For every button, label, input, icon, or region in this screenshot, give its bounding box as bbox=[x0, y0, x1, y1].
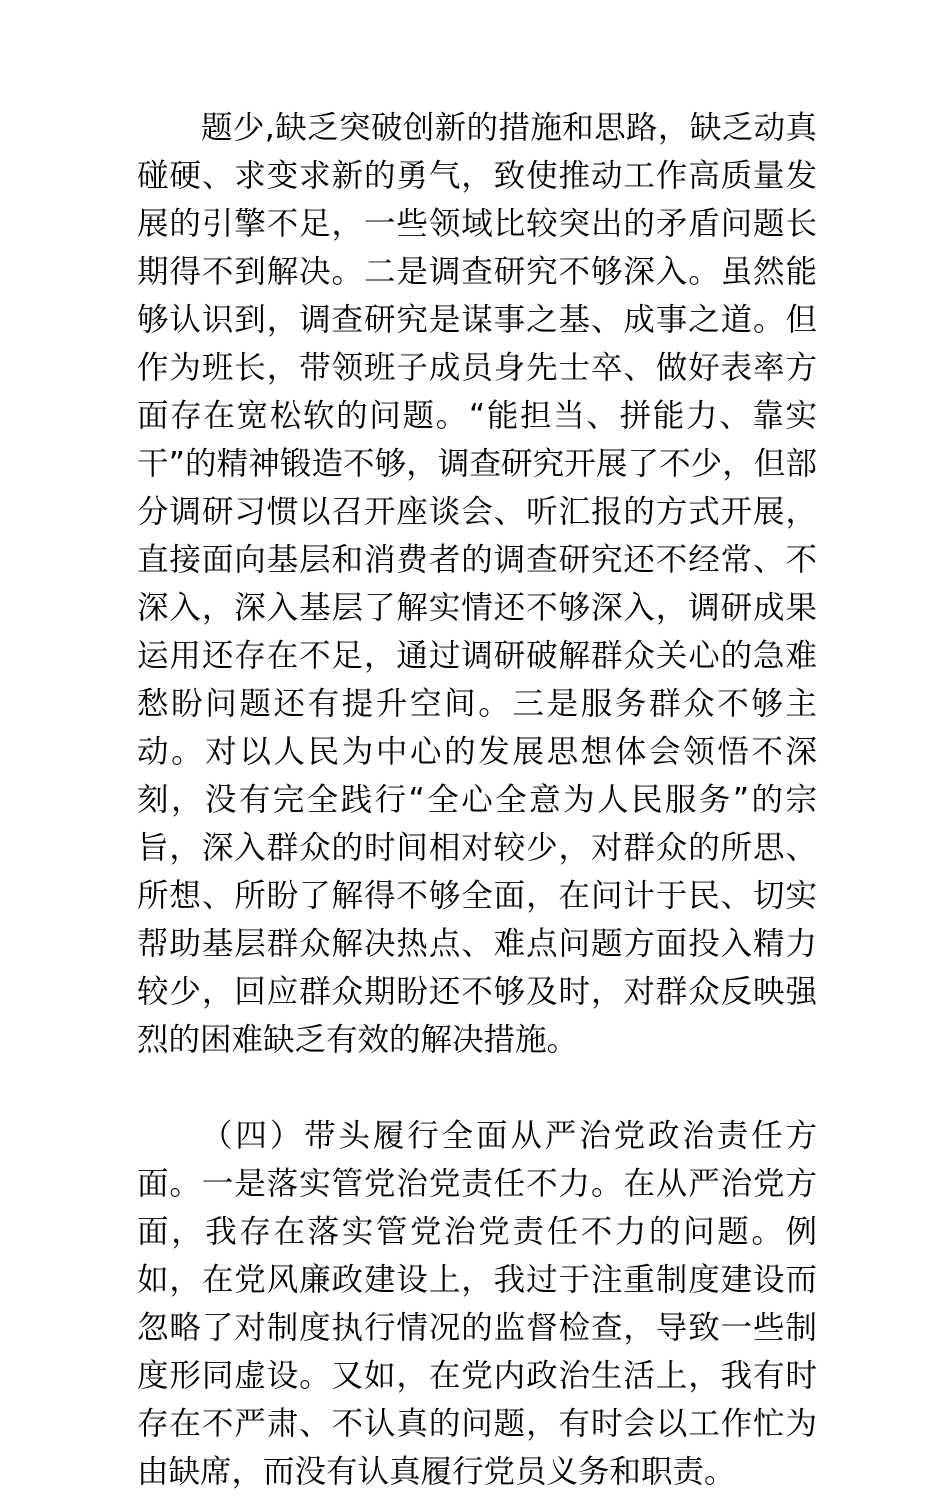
paragraph-2: （四）带头履行全面从严治党政治责任方面。一是落实管党治党责任不力。在从严治党方面，我存在落实管党治党责任不力的问题。例如，在党风廉政建设上，我过于注重制度建设而忽略了对制度执行情况的监督检查，导致一些制度形同虚设。又如，在党内政治生活上，我有时存在不严肃、不认真的问题，有时会以工作忙为由缺席，而没有认真履行党员义务和职责。 bbox=[137, 1118, 817, 1490]
document-text-body bbox=[137, 104, 817, 1496]
paragraph-spacer bbox=[137, 1064, 817, 1112]
paragraph-1: 题少,缺乏突破创新的措施和思路，缺乏动真碰硬、求变求新的勇气，致使推动工作高质量发展的引擎不足，一些领域比较突出的矛盾问题长期得不到解决。二是调查研究不够深入。虽然能够认识到，调查研究是谋事之基、成事之道。但作为班长，带领班子成员身先士卒、做好表率方面存在宽松软的问题。“能担当、拼能力、靠实干”的精神锻造不够，调查研究开展了不少，但部分调研习惯以召开座谈会、听汇报的方式开展，直接面向基层和消费者的调查研究还不经常、不深入，深入基层了解实情还不够深入，调研成果运用还存在不足，通过调研破解群众关心的急难愁盼问题还有提升空间。三是服务群众不够主动。对以人民为中心的发展思想体会领悟不深刻，没有完全践行“全心全意为人民服务”的宗旨，深入群众的时间相对较少，对群众的所思、所想、所盼了解得不够全面，在问计于民、切实帮助基层群众解决热点、难点问题方面投入精力较少，回应群众期盼还不够及时，对群众反映强烈的困难缺乏有效的解决措施。 bbox=[137, 110, 817, 1058]
